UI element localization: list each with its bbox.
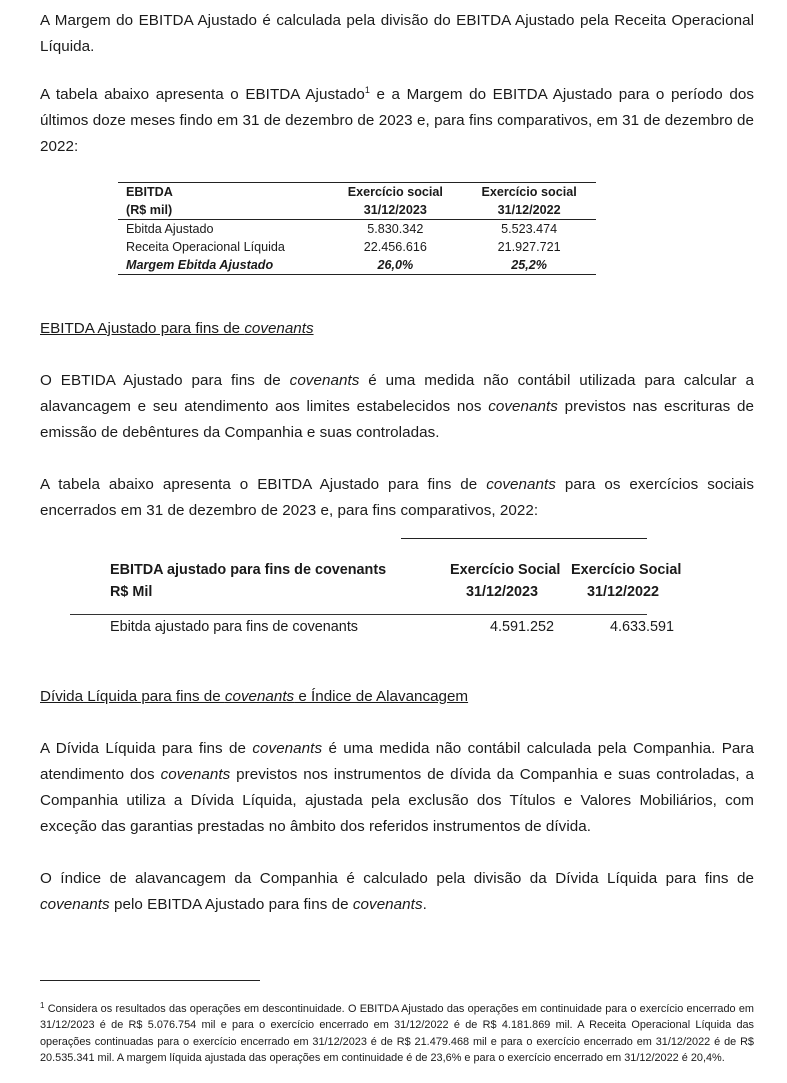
paragraph-net-debt-definition: A Dívida Líquida para fins de covenants é uma medida não contábil calculada pela Companhia. Para atendimento dos covenants previstos nos instrumentos de dívida da Companhia e suas controladas, a Companhia utiliza a Dívida Líquida, ajustada pela exclusão dos Títulos e Valores Mobiliários, com exceção das garantias prestadas no âmbito dos referidos instrumentos de dívida. <box>40 740 754 835</box>
paragraph-covenants-ebitda-definition: O EBTIDA Ajustado para fins de covenants é uma medida não contábil utilizada para calcular a alavancagem e seu atendimento aos limites estabelecidos nos covenants previstos nas escrituras de emissão de debêntures da Companhia e suas controladas. <box>40 372 754 441</box>
table-row-label: Ebitda ajustado para fins de covenants <box>110 619 359 635</box>
footnote-separator <box>40 980 260 981</box>
footnote: $^1$ Considera os resultados das operações em descontinuidade. O EBITDA Ajustado das operações em continuidade para o exercício encerrado em 31/12/2023 é de R$ 5.076.754 mil e para o exercício encerrado em 31/12/2022 é de R$ 4.181.869 mil. A Receita Operacional Líquida das operações continuadas para o exercício encerrado em 31/12/2023 é de R$ 21.479.468 mil e para o exercício encerrado em 31/12/2022 é de R$ 20.535.341 mil. A margem líquida ajustada das operações em continuidade é de 23,6% e para o exercício encerrado em 31/12/2022 é 20,4%. <box>40 1000 754 1065</box>
document-page <box>40 8 754 160</box>
paragraph-table2-intro: A tabela abaixo apresenta o EBITDA Ajustado para fins de covenants para os exercícios sociais encerrados em 31 de dezembro de 2023 e, para fins comparativos, 2022: <box>40 476 754 519</box>
section-covenants-ebitda <box>40 316 754 524</box>
paragraph-ebitda-margin-definition: A Margem do EBITDA Ajustado é calculada pela divisão do EBITDA Ajustado pela Receita Operacional Líquida. <box>40 12 754 55</box>
ebitda-margin-table <box>118 182 596 275</box>
table-header-row: EBITDA Exercício social Exercício social <box>118 183 596 202</box>
footnote-ref[interactable]: 1 <box>364 85 370 95</box>
table-row: Receita Operacional Líquida 22.456.616 21.927.721 <box>126 240 561 254</box>
section-net-debt-leverage <box>40 684 754 918</box>
table-header-row: (R$ mil) 31/12/2023 31/12/2022 <box>118 201 596 220</box>
table-divider <box>401 538 647 539</box>
section-heading: EBITDA Ajustado para fins de covenants <box>40 320 314 337</box>
paragraph-leverage-ratio: O índice de alavancagem da Companhia é calculado pela divisão da Dívida Líquida para fins de covenants pelo EBITDA Ajustado para fins de covenants. <box>40 870 754 913</box>
section-heading: Dívida Líquida para fins de covenants e Índice de Alavancagem <box>40 688 469 705</box>
paragraph-table1-intro: A tabela abaixo apresenta o EBITDA Ajustado$^1$ e a Margem do EBITDA Ajustado para o período dos últimos doze meses findo em 31 de dezembro de 2023 e, para fins comparativos, em 31 de dezembro de 2022: <box>40 85 754 155</box>
table-row: Ebitda Ajustado 5.830.342 5.523.474 <box>126 222 558 236</box>
table-divider <box>70 614 647 615</box>
table-row: Margem Ebitda Ajustado 26,0% 25,2% <box>118 256 596 275</box>
